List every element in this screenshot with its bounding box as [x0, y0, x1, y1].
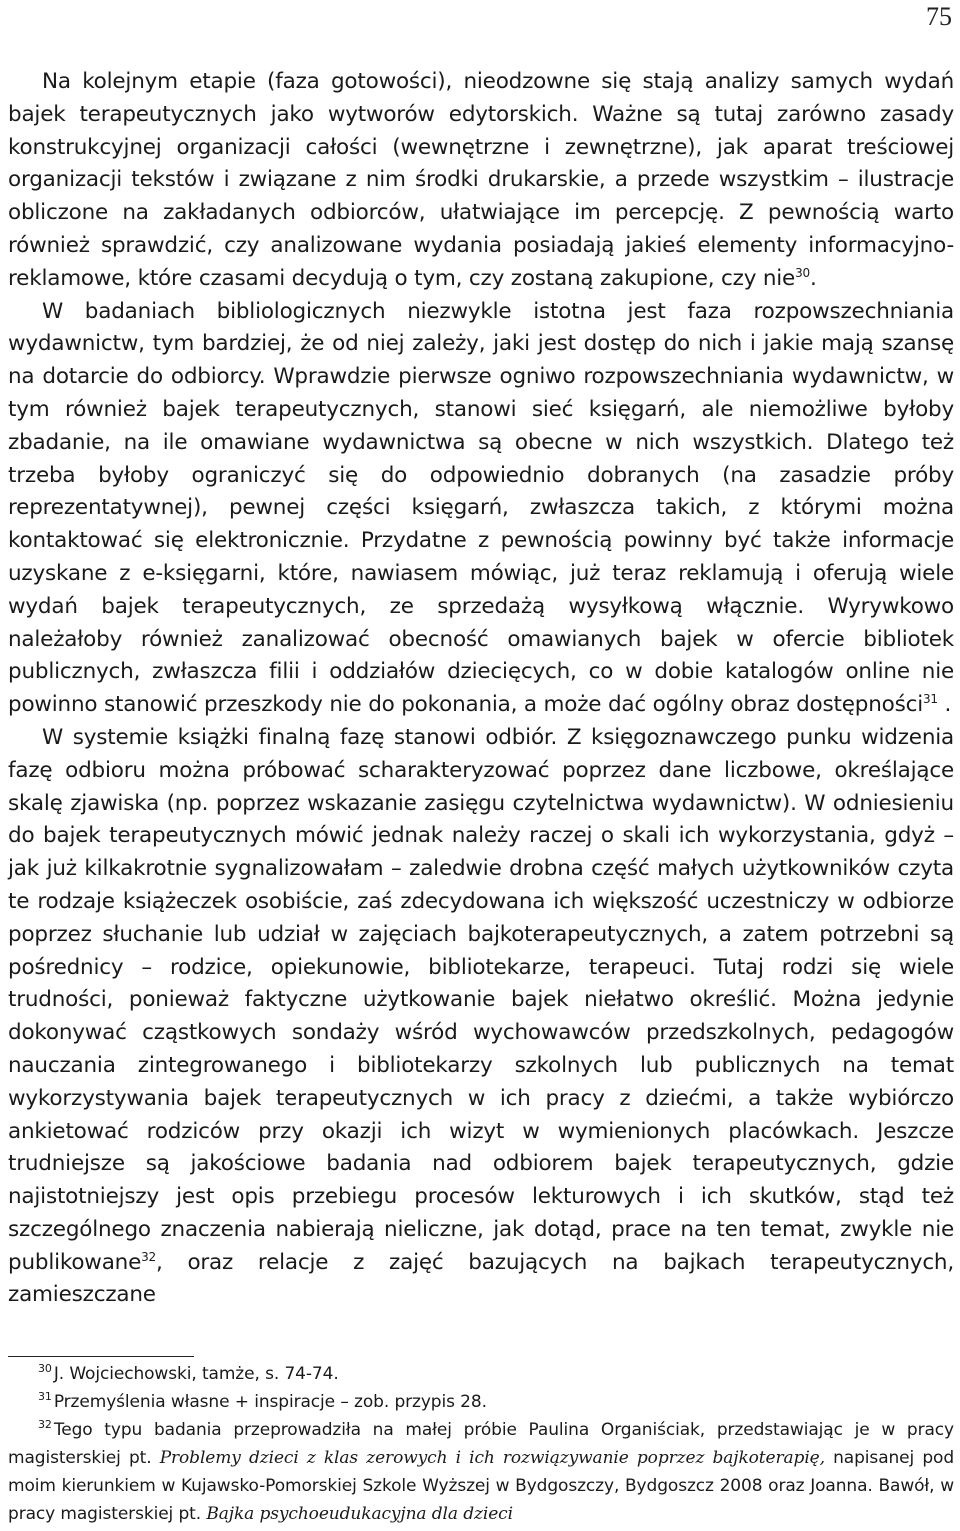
- paragraph-text: W badaniach bibliologicznych niezwykle istotna jest faza rozpowszechniania wydawnictw, tym bardziej, że od niej zależy, jaki jest dostęp do nich i jakie mają szansę na dotarcie do odbiorcy. Wprawdzie pierwsze ogniwo rozpowszechniania wydawnictw, w tym również bajek terapeutycznych, stanowi sieć księgarń, ale niemożliwe byłoby zbadanie, na ile omawiane wydawnictwa są obecne w nich wszystkich. Dlatego też trzeba byłoby ograniczyć się do odpowiednio dobranych (na zasadzie próby reprezentatywnej), pewnej części księgarń, zwłaszcza takich, z którymi można kontaktować się elektronicznie. Przydatne z pewnością powinny być także informacje uzyskane z e-księgarni, które, nawiasem mówiąc, już teraz reklamują i oferują wiele wydań bajek terapeutycznych, ze sprzedażą wysyłkową włącznie. Wyrywkowo należałoby również zanalizować obecność omawianych bajek w ofercie bibliotek publicznych, zwłaszcza filii i oddziałów dziecięcych, co w dobie katalogów online nie powinno stanowić przeszkody nie do pokonania, a może dać ogólny obraz dostępności: [8, 298, 954, 718]
- footnote-text: J. Wojciechowski, tamże, s. 74-74.: [53, 1364, 339, 1384]
- paragraph-tail: , oraz relacje z zajęć bazujących na bajkach terapeutycznych, zamieszczane: [8, 1249, 954, 1308]
- footnote-30: [8, 1360, 954, 1388]
- footnote-number: 30: [38, 1362, 52, 1376]
- footnotes: [8, 1360, 954, 1528]
- paragraph-tail: .: [809, 265, 817, 291]
- footnote-ref[interactable]: 32: [141, 1249, 156, 1264]
- paragraph-text: W systemie książki finalną fazę stanowi odbiór. Z księgoznawczego punku widzenia fazę odbioru można próbować scharakteryzować poprzez dane liczbowe, określające skalę zjawiska (np. poprzez wskazanie zasięgu czytelnictwa wydawnictw). W odniesieniu do bajek terapeutycznych mówić jednak należy raczej o skali ich wykorzystania, gdyż – jak już kilkakrotnie sygnalizowałam – zaledwie drobna część małych użytkowników czyta te rodzaje książeczek osobiście, zaś zdecydowana ich większość uczestniczy w odbiorze poprzez słuchanie lub udział w zajęciach bajkoterapeutycznych, a zatem potrzebni są pośrednicy – rodzice, opiekunowie, bibliotekarze, terapeuci. Tutaj rodzi się wiele trudności, ponieważ faktyczne użytkowanie bajek niełatwo określić. Można jedynie dokonywać cząstkowych sondaży wśród wychowawców przedszkolnych, pedagogów nauczania zintegrowanego i bibliotekarzy szkolnych lub publicznych na temat wykorzystywania bajek terapeutycznych w ich pracy z dziećmi, a także wybiórczo ankietować rodziców przy okazji ich wizyt w wymienionych placówkach. Jeszcze trudniejsze są jakościowe badania nad odbiorem bajek terapeutycznych, gdzie najistotniejszy jest opis przebiegu procesów lekturowych i ich skutków, stąd też szczególnego znaczenia nabierają nieliczne, jak dotąd, prace na ten temat, zwykle nie publikowane: [8, 724, 954, 1275]
- paragraph-tail: .: [937, 692, 952, 718]
- footnote-32: [8, 1416, 954, 1528]
- footnote-text: Przemyślenia własne + inspiracje – zob. przypis 28.: [53, 1392, 487, 1412]
- paragraph: [8, 722, 954, 1312]
- footnote-31: [8, 1388, 954, 1416]
- paragraph: [8, 296, 954, 722]
- footnote-ref[interactable]: 31: [922, 691, 938, 706]
- paragraph-text: Na kolejnym etapie (faza gotowości), nieodzowne się stają analizy samych wydań bajek terapeutycznych jako wytworów edytorskich. Ważne są tutaj zarówno zasady konstrukcyjnej organizacji całości (wewnętrzne i zewnętrzne), jak aparat treściowej organizacji tekstów i związane z nim środki drukarskie, a przede wszystkim – ilustracje obliczone na zakładanych odbiorców, ułatwiające im percepcję. Z pewnością warto również sprawdzić, czy analizowane wydania posiadają jakieś elementy informacyjno-reklamowe, które czasami decydują o tym, czy zostaną zakupione, czy nie: [8, 69, 954, 291]
- footnote-title: Problemy dzieci z klas zerowych i ich rozwiązywanie poprzez bajkoterapię,: [159, 1448, 825, 1468]
- footnote-text: napisanej pod moim kierunkiem w Kujawsko-Pomorskiej Szkole Wyższej w Bydgoszczy, Bydgoszcz 2008 oraz Joanna. Bawół, w pracy magisterskiej pt.: [8, 1448, 955, 1524]
- footnote-number: 31: [38, 1390, 52, 1404]
- footnote-title: Bajka psychoeudukacyjna dla dzieci: [206, 1504, 513, 1524]
- footnote-text: Tego typu badania przeprowadziła na małej próbie Paulina Organiściak, przedstawiając je w pracy magisterskiej pt.: [8, 1420, 954, 1468]
- page-number: 75: [926, 2, 952, 31]
- footnote-separator: [8, 1356, 194, 1357]
- footnote-ref[interactable]: 30: [795, 265, 810, 280]
- footnote-number: 32: [38, 1418, 52, 1432]
- paragraph: [8, 66, 954, 296]
- body-text: [8, 66, 954, 1312]
